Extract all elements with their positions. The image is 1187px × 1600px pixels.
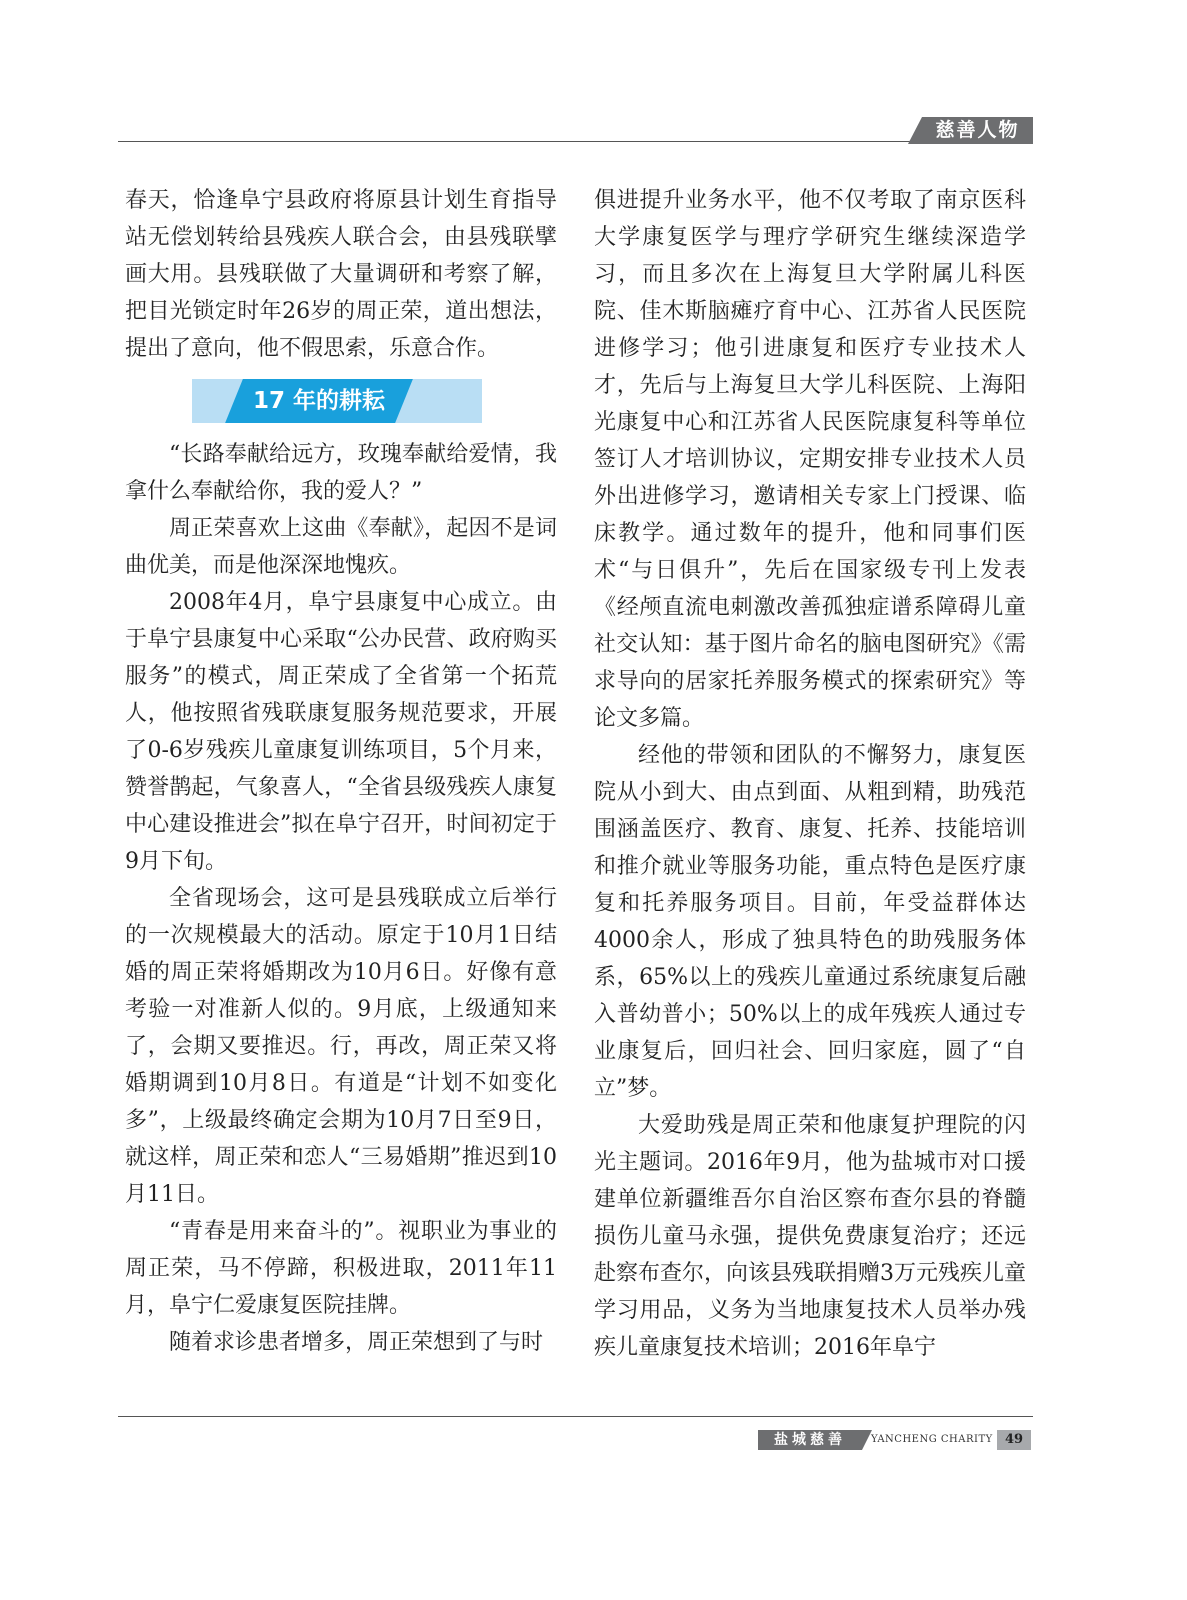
header-rule xyxy=(118,141,1033,142)
paragraph: 周正荣喜欢上这曲《奉献》，起因不是词曲优美，而是他深深地愧疚。 xyxy=(125,516,557,578)
paragraph: 大爱助残是周正荣和他康复护理院的闪光主题词。2016年9月，他为盐城市对口援建单位新疆维吾尔自治区察布查尔县的脊髓损伤儿童马永强，提供免费康复治疗；还远赴察布查尔，向该县残联捐赠3万元残疾儿童学习用品，义务为当地康复技术人员举办残疾儿童康复技术培训；2016年阜宁 xyxy=(594,1113,1026,1360)
footer-bar xyxy=(758,1430,1031,1450)
paragraph: 经他的带领和团队的不懈努力，康复医院从小到大、由点到面、从粗到精，助残范围涵盖医疗、教育、康复、托养、技能培训和推介就业等服务功能，重点特色是医疗康复和托养服务项目。目前，年受益群体达4000余人，形成了独具特色的助残服务体系，65%以上的残疾儿童通过系统康复后融入普幼普小；50%以上的成年残疾人通过专业康复后，回归社会、回归家庭，圆了“自立”梦。 xyxy=(594,743,1026,1101)
magazine-name: 盐城慈善 xyxy=(758,1430,862,1450)
right-column xyxy=(594,182,1026,1366)
left-column xyxy=(125,182,557,1361)
paragraph: 春天，恰逢阜宁县政府将原县计划生育指导站无偿划转给县残疾人联合会，由县残联擘画大用。县残联做了大量调研和考察了解，把目光锁定时年26岁的周正荣，道出想法，提出了意向，他不假思索，乐意合作。 xyxy=(125,188,557,361)
page-number: 49 xyxy=(997,1430,1031,1450)
paragraph: 随着求诊患者增多，周正荣想到了与时 xyxy=(169,1330,544,1355)
footer-rule xyxy=(118,1416,1033,1417)
section-heading xyxy=(192,379,482,423)
paragraph: “青春是用来奋斗的”。视职业为事业的周正荣，马不停蹄，积极进取，2011年11月，阜宁仁爱康复医院挂牌。 xyxy=(125,1219,557,1318)
paragraph: 全省现场会，这可是县残联成立后举行的一次规模最大的活动。原定于10月1日结婚的周正荣将婚期改为10月6日。好像有意考验一对准新人似的。9月底，上级通知来了，会期又要推迟。行，再改，周正荣又将婚期调到10月8日。有道是“计划不如变化多”，上级最终确定会期为10月7日至9日，就这样，周正荣和恋人“三易婚期”推迟到10月11日。 xyxy=(125,886,557,1207)
heading-label: 17 年的耕耘 xyxy=(252,388,385,414)
paragraph: 2008年4月，阜宁县康复中心成立。由于阜宁县康复中心采取“公办民营、政府购买服务”的模式，周正荣成了全省第一个拓荒人，他按照省残联康复服务规范要求，开展了0-6岁残疾儿童康复训练项目，5个月来，赞誉鹊起，气象喜人，“全省县级残疾人康复中心建设推进会”拟在阜宁召开，时间初定于9月下旬。 xyxy=(125,590,557,874)
paragraph: “长路奉献给远方，玫瑰奉献给爱情，我拿什么奉献给你，我的爱人？” xyxy=(125,442,557,504)
magazine-name-en: YANCHENG CHARITY xyxy=(871,1434,993,1445)
paragraph: 俱进提升业务水平，他不仅考取了南京医科大学康复医学与理疗学研究生继续深造学习，而且多次在上海复旦大学附属儿科医院、佳木斯脑瘫疗育中心、江苏省人民医院进修学习；他引进康复和医疗专业技术人才，先后与上海复旦大学儿科医院、上海阳光康复中心和江苏省人民医院康复科等单位签订人才培训协议，定期安排专业技术人员外出进修学习，邀请相关专家上门授课、临床教学。通过数年的提升，他和同事们医术“与日俱升”，先后在国家级专刊上发表《经颅直流电刺激改善孤独症谱系障碍儿童社交认知：基于图片命名的脑电图研究》《需求导向的居家托养服务模式的探索研究》等论文多篇。 xyxy=(594,188,1026,731)
section-tab: 慈善人物 xyxy=(922,117,1033,144)
